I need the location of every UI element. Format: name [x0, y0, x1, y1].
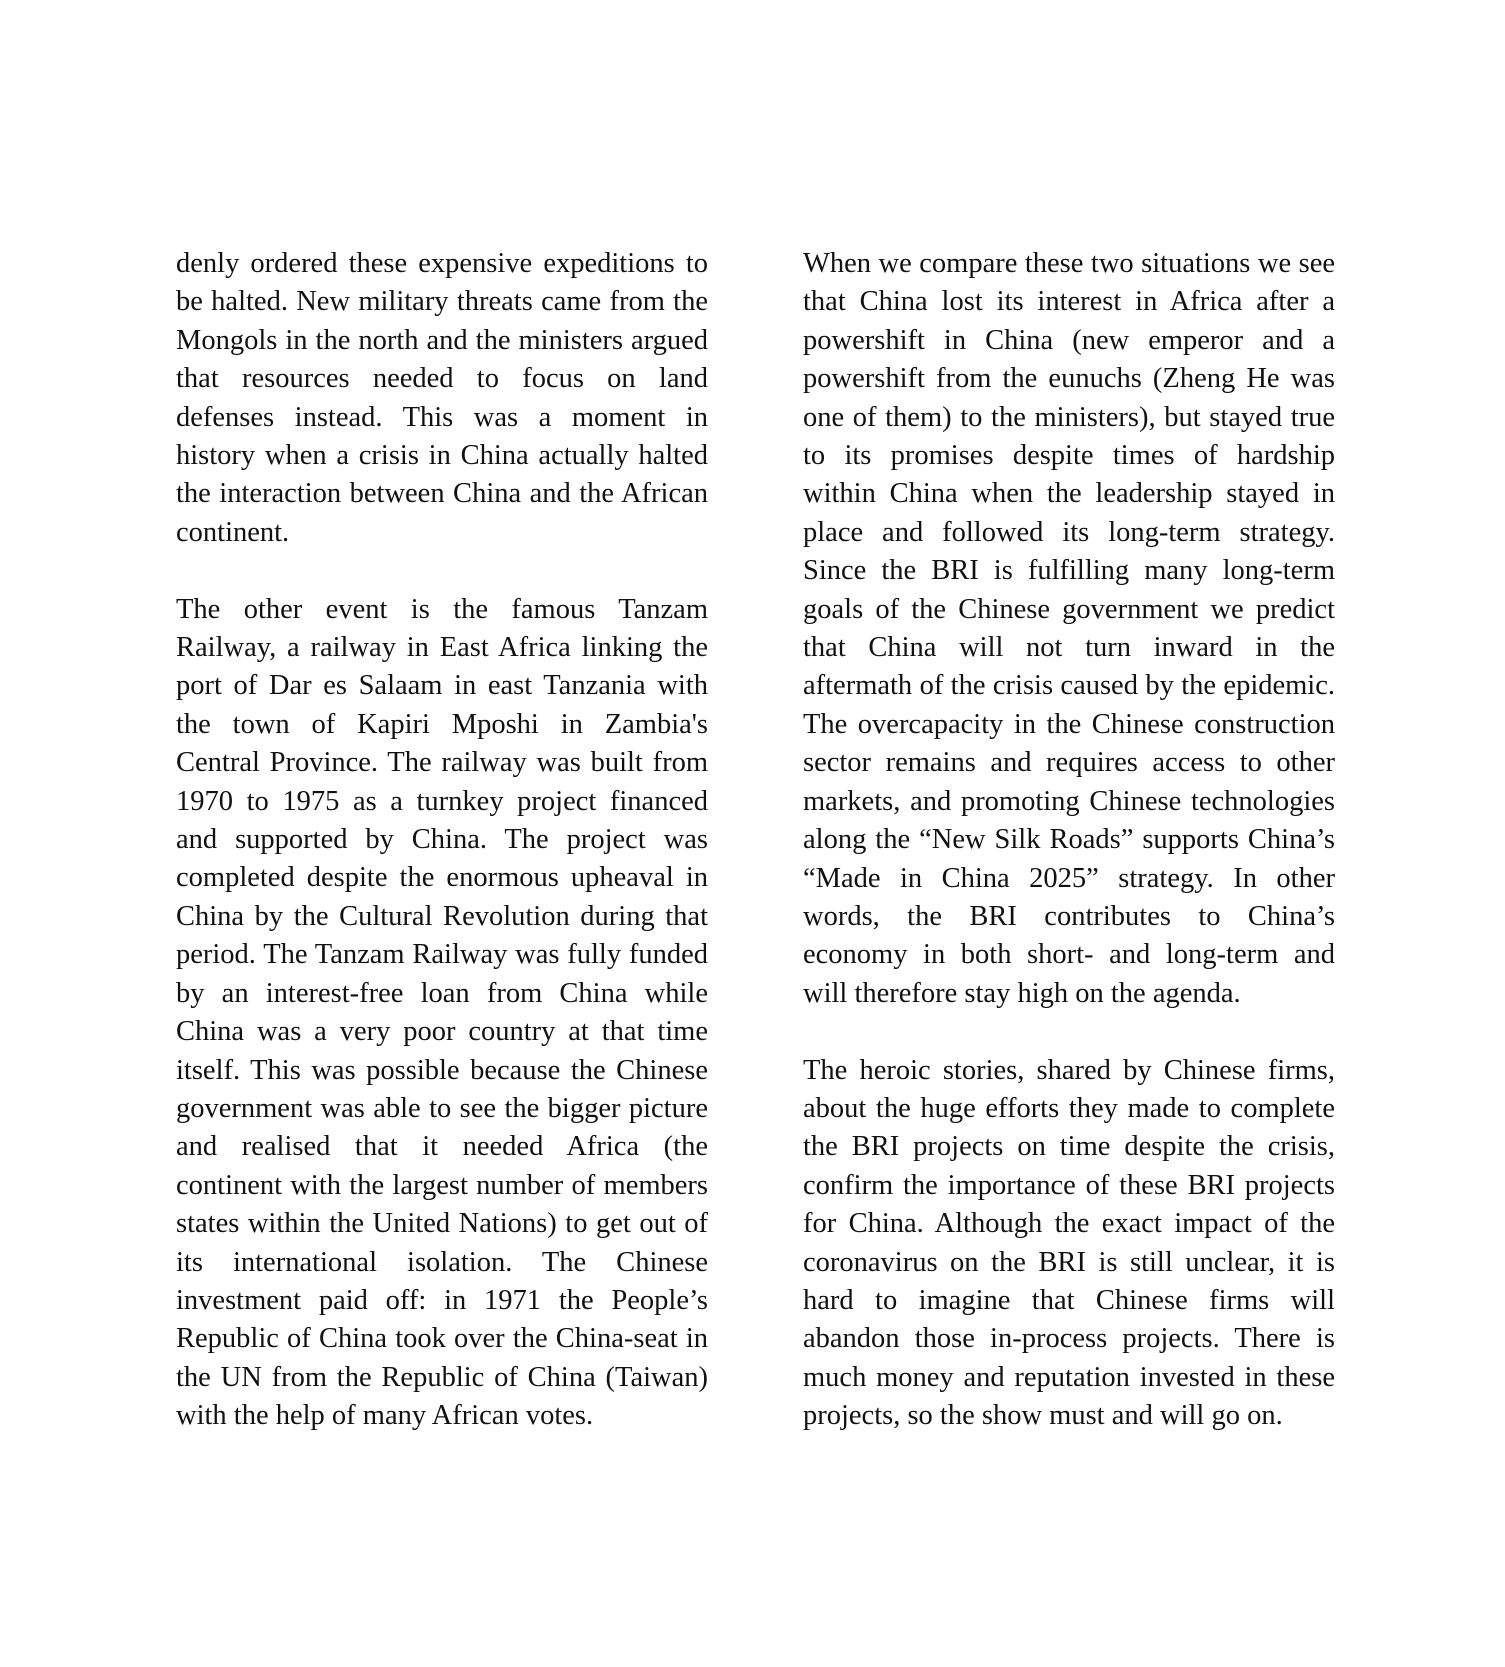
paragraph-tanzam-railway: The other event is the famous Tanzam Railway, a railway in East Africa linking the port of Dar es Salaam in east Tanzania with the town of Kapiri Mposhi in Zambia's Central Province. The railway was built from 1970 to 1975 as a turnkey project financed and supported by China. The project was completed despite the enormous upheaval in China by the Cultural Revolution during that period. The Tanzam Railway was fully funded by an interest-free loan from China while China was a very poor country at that time itself. This was possible because the Chinese government was able to see the bigger picture and realised that it needed Africa (the continent with the largest number of members states within the United Nations) to get out of its international isolation. The Chinese investment paid off: in 1971 the People’s Republic of China took over the China-seat in the UN from the Republic of China (Taiwan) with the help of many African votes.	[176, 593, 708, 1432]
right-text-column	[803, 245, 1335, 1436]
paragraph-comparison: When we compare these two situations we see that China lost its interest in Africa after a powershift in China (new emperor and a powershift from the eunuchs (Zheng He was one of them) to the ministers), but stayed true to its promises despite times of hardship within China when the leadership stayed in place and followed its long-term strategy. Since the BRI is fulfilling many long-term goals of the Chinese government we predict that China will not turn inward in the aftermath of the crisis caused by the epidemic. The overcapacity in the Chinese construction sector remains and requires access to other markets, and promoting Chinese technologies along the “New Silk Roads” supports China’s “Made in China 2025” strategy. In other words, the BRI contributes to China’s economy in both short- and long-term and will therefore stay high on the agenda.	[803, 248, 1335, 1009]
paragraph-zheng-he-expeditions: denly ordered these expensive expeditions to be halted. New military threats came from the Mongols in the north and the ministers argued that resources needed to focus on land defenses instead. This was a moment in history when a crisis in China actually halted the interaction between China and the African continent.	[176, 248, 708, 548]
left-text-column	[176, 245, 708, 1436]
paragraph-heroic-stories: The heroic stories, shared by Chinese firms, about the huge efforts they made to complete the BRI projects on time despite the crisis, confirm the importance of these BRI projects for China. Although the exact impact of the coronavirus on the BRI is still unclear, it is hard to imagine that Chinese firms will abandon those in-process projects. There is much money and reputation invested in these projects, so the show must and will go on.	[803, 1054, 1335, 1432]
